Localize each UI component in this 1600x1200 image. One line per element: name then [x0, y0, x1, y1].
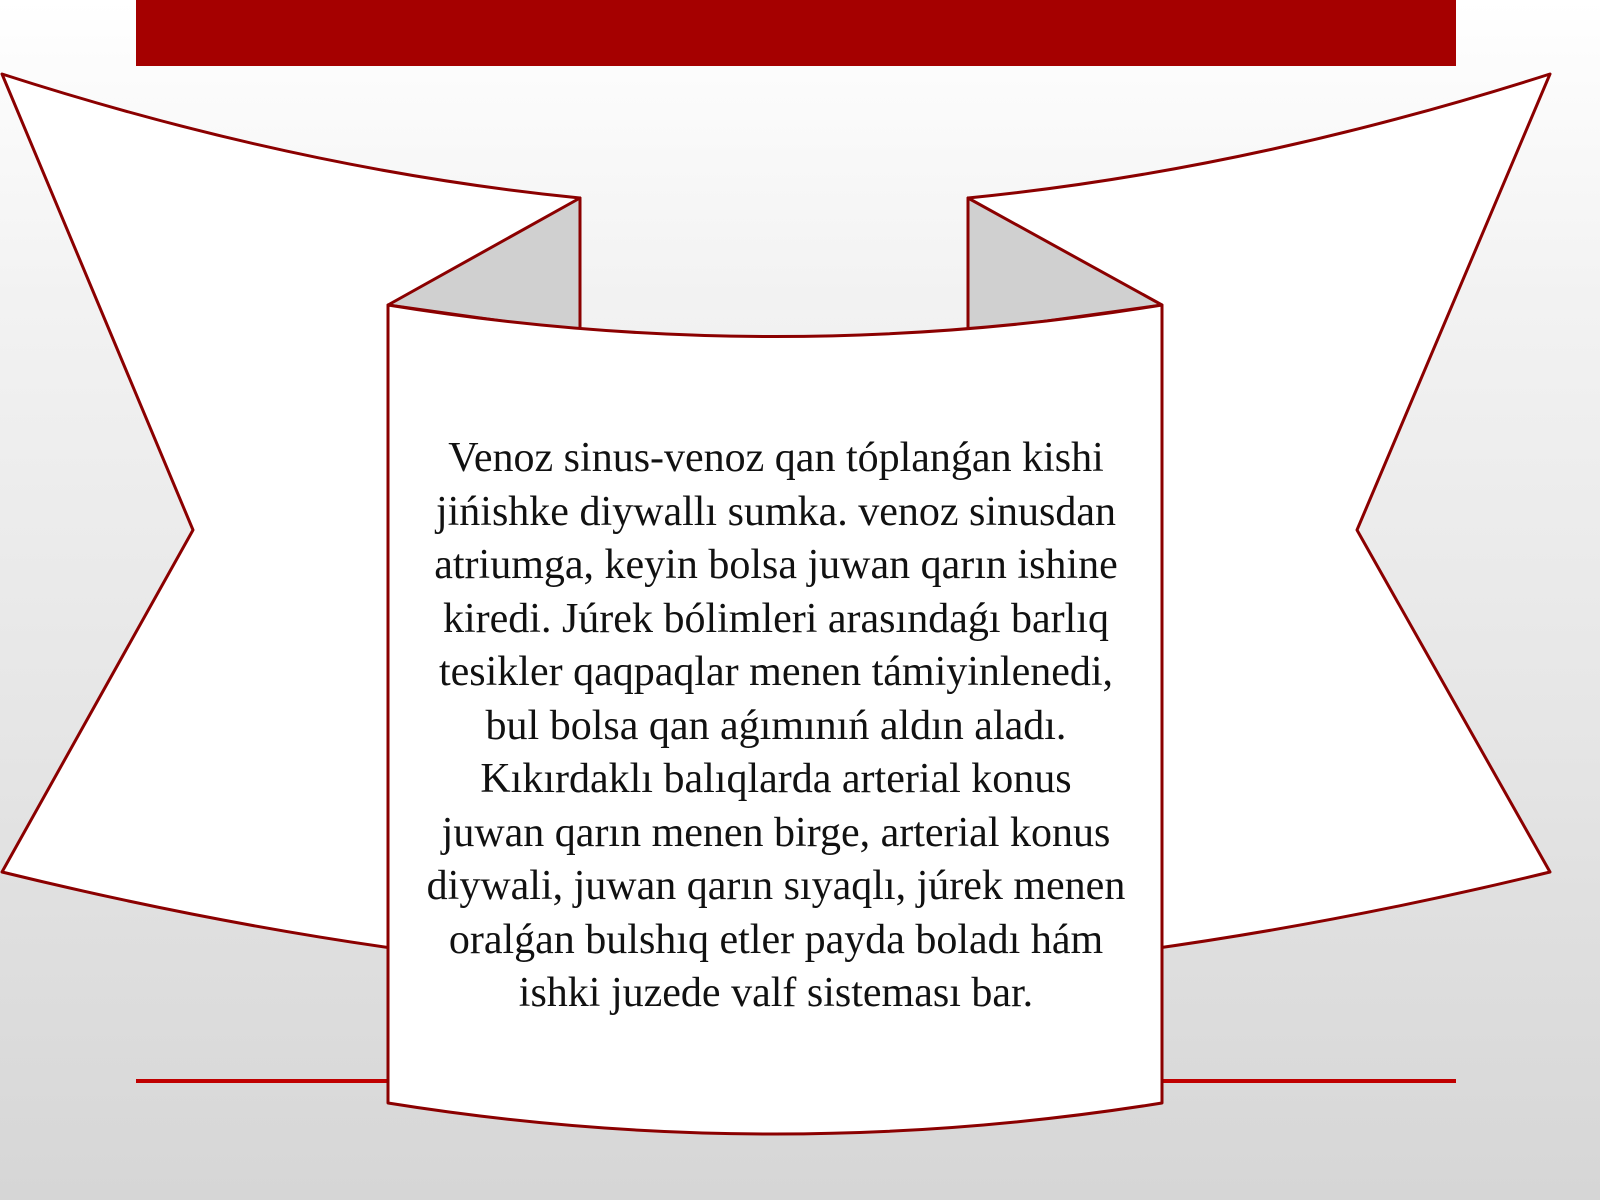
- banner-line: diywali, juwan qarın sıyaqlı, júrek menen: [426, 863, 1126, 909]
- banner-line: oralǵan bulshıq etler payda boladı hám: [448, 916, 1104, 963]
- banner-line: kiredi. Júrek bólimleri arasındaǵı barlıq: [443, 595, 1109, 642]
- banner-line: Kıkırdaklı balıqlarda arterial konus: [480, 756, 1072, 802]
- banner-line: juwan qarın menen birge, arterial konus: [441, 809, 1111, 856]
- banner-line: bul bolsa qan aǵımınıń aldın aladı.: [485, 702, 1067, 749]
- banner-line: jińishke diywallı sumka. venoz sinusdan: [435, 488, 1117, 535]
- banner-text: [400, 432, 1152, 1021]
- banner-line: ishki juzede valf sisteması bar.: [518, 970, 1034, 1016]
- banner-line: atriumga, keyin bolsa juwan qarın ishine: [434, 542, 1118, 588]
- banner-line: tesikler qaqpaqlar menen támiyinlenedi,: [438, 649, 1114, 695]
- banner-line: Venoz sinus-venoz qan tóplanǵan kishi: [448, 435, 1104, 481]
